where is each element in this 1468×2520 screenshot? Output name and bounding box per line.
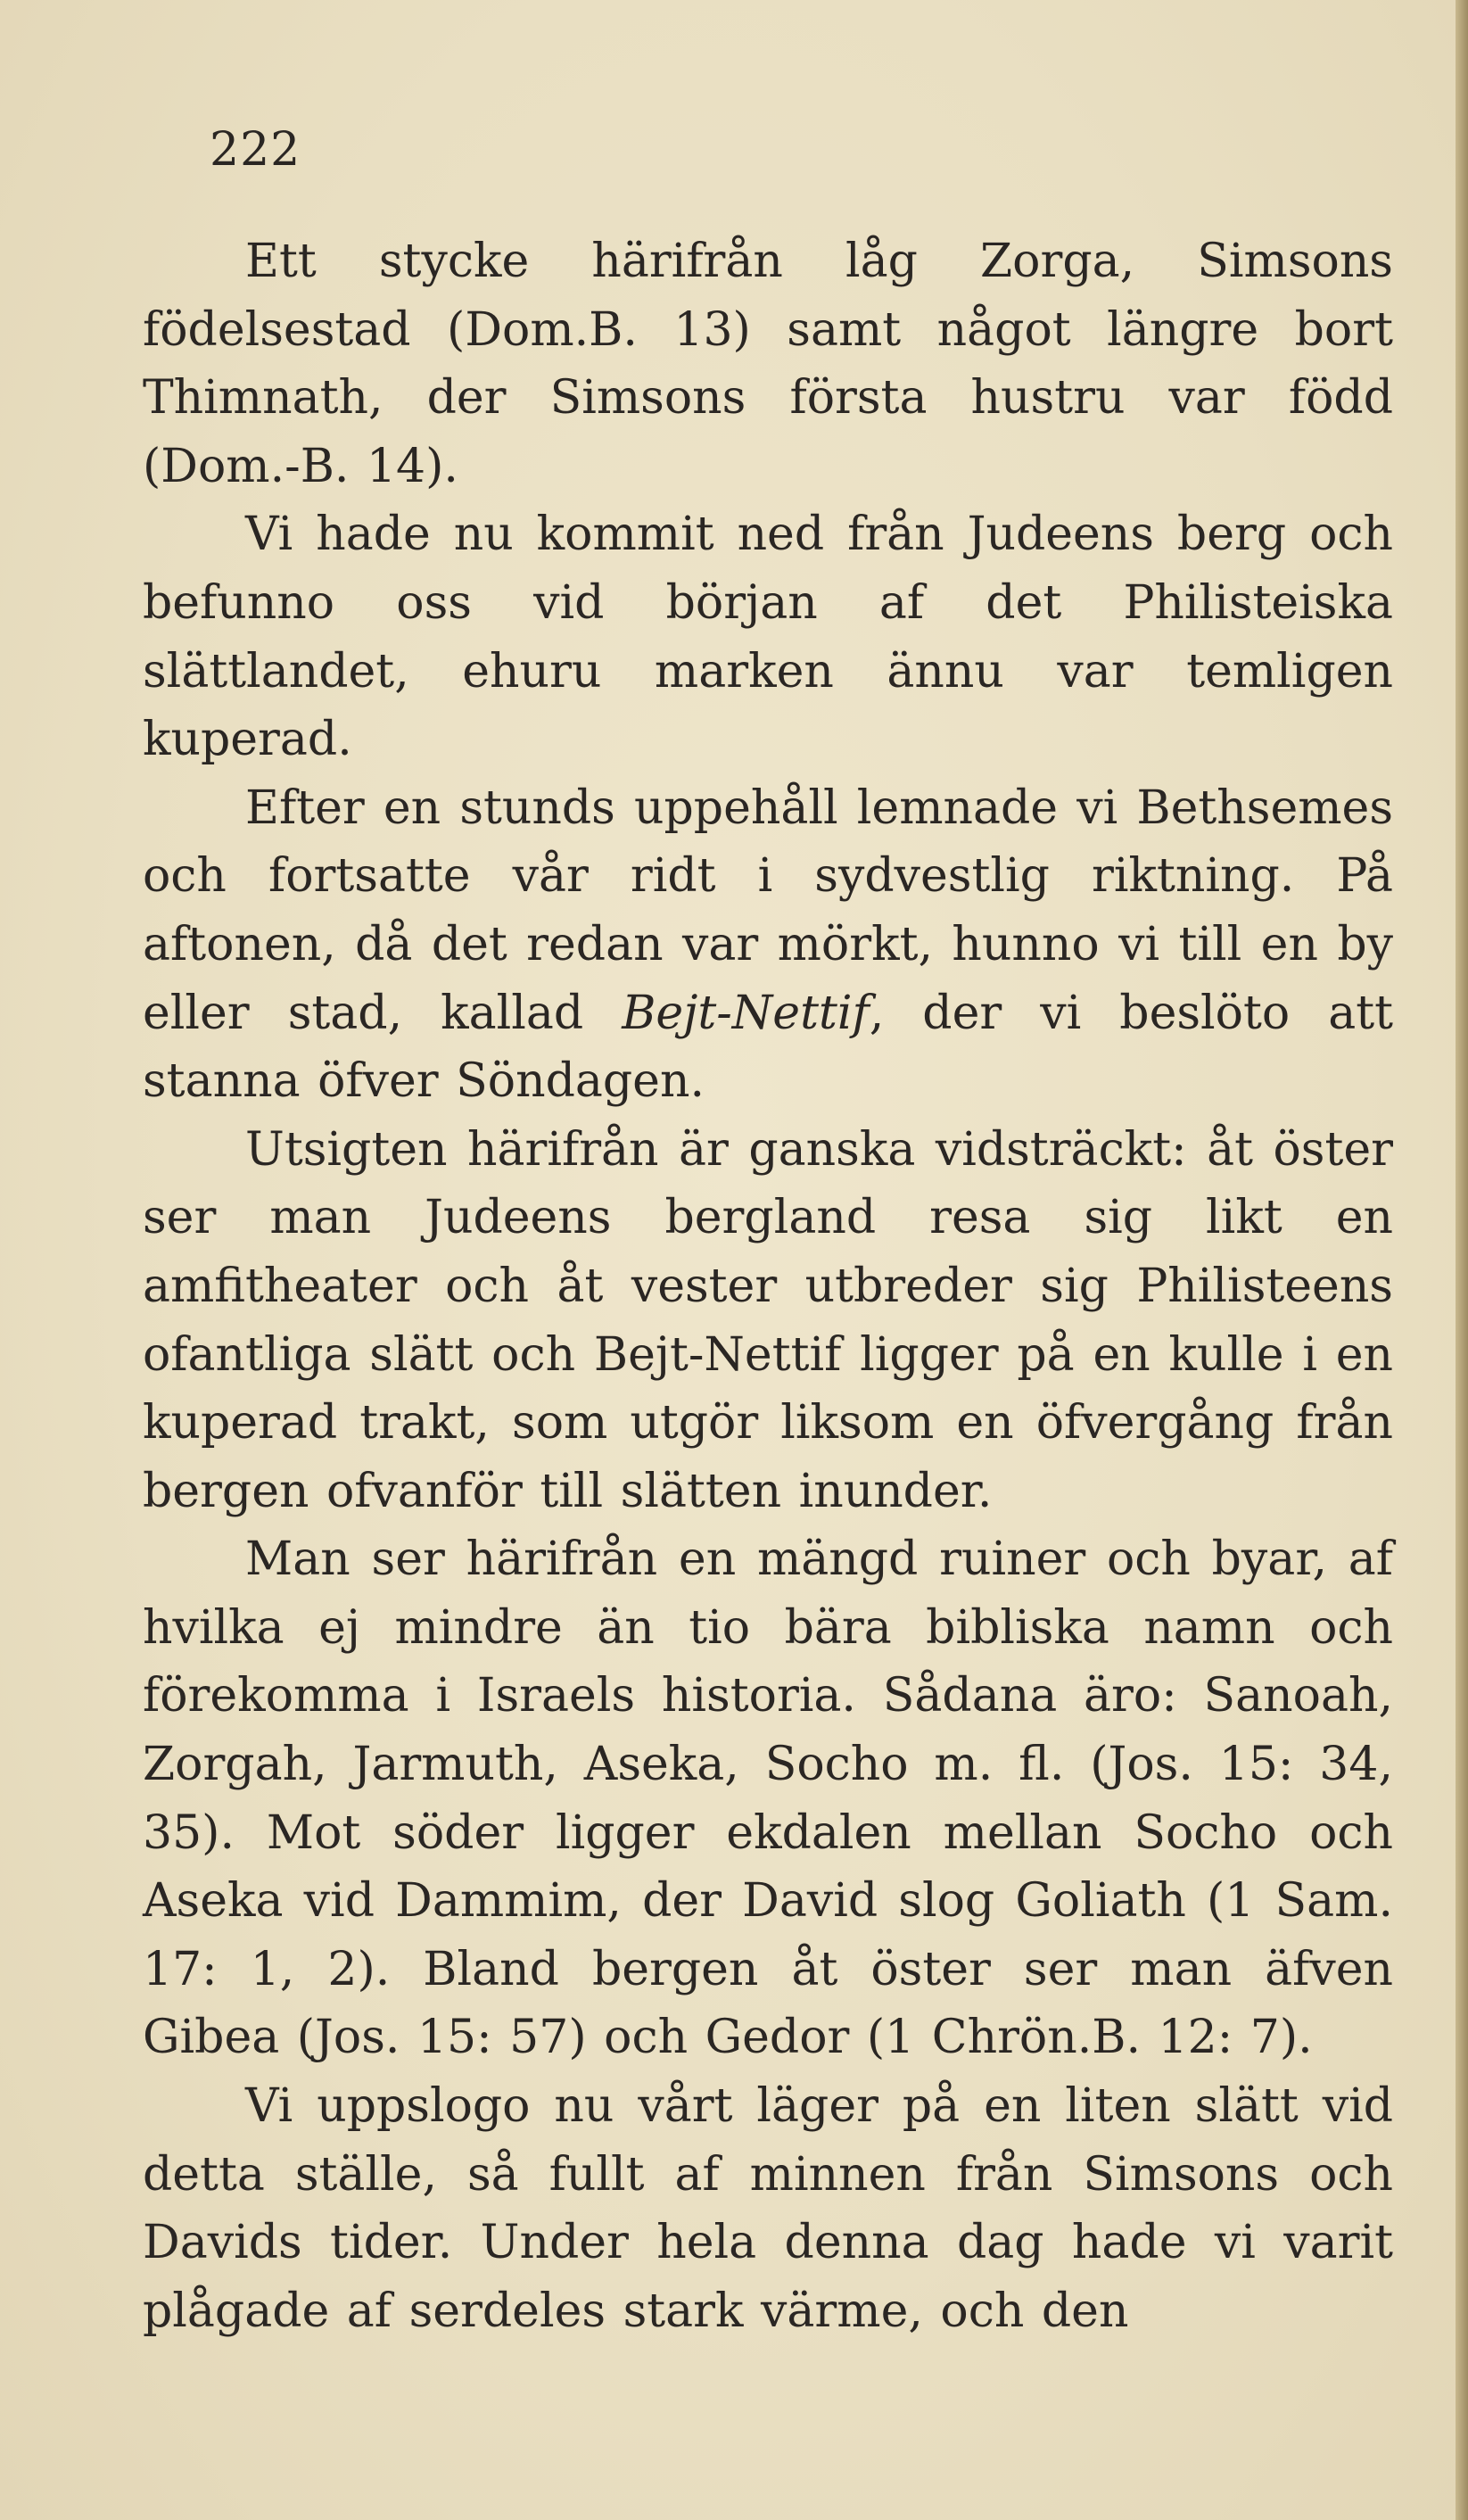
paragraph-text: Man ser härifrån en mängd ruiner och byar, af hvilka ej mindre än tio bära bibliska namn och förekomma i Israels historia. Sådana äro: Sanoah, Zorgah, Jarmuth, Aseka, Socho m. fl. (Jos. 15: 34, 35). Mot söder ligger ekdalen mellan Socho och Aseka vid Dammim, der David slog Goliath (1 Sam. 17: 1, 2). Bland bergen åt öster ser man äfven Gibea (Jos. 15: 57) och Gedor (1 Chrön.B. 12: 7).	[143, 1533, 1393, 2065]
paragraph-text: , der vi beslöto att stanna öfver Söndagen.	[143, 986, 1393, 1109]
paragraph-text: Vi hade nu kommit ned från Judeens berg och befunno oss vid början af det Philisteiska slättlandet, ehuru marken ännu var temligen kuperad.	[143, 508, 1393, 767]
paragraph	[143, 500, 1393, 773]
italic-place-name: Bejt-Nettif	[622, 986, 870, 1040]
paragraph	[143, 774, 1393, 1116]
paragraph-text: Utsigten härifrån är ganska vidsträckt: åt öster ser man Judeens bergland resa sig likt en amfitheater och åt vester utbreder sig Philisteens ofantliga slätt och Bejt-Nettif ligger på en kulle i en kuperad trakt, som utgör liksom en öfvergång från bergen ofvanför till slätten inunder.	[143, 1122, 1393, 1518]
paragraph-text: Efter en stunds uppehåll lemnade vi Bethsemes och fortsatte vår ridt i sydvestlig riktning. På aftonen, då det redan var mörkt, hunno vi till en by eller stad, kallad	[143, 781, 1393, 1040]
page-number: 222	[210, 123, 301, 177]
page-edge	[1456, 0, 1468, 2520]
paragraph-text: Vi uppslogo nu vårt läger på en liten slätt vid detta ställe, så fullt af minnen från Simsons och Davids tider. Under hela denna dag hade vi varit plågade af serdeles stark värme, och den	[143, 2079, 1393, 2338]
paragraph	[143, 2072, 1393, 2345]
paragraph-text: Ett stycke härifrån låg Zorga, Simsons födelsestad (Dom.B. 13) samt något längre bort Thimnath, der Simsons första hustru var född (Dom.-B. 14).	[143, 235, 1393, 493]
paragraph	[143, 1525, 1393, 2072]
paragraph	[143, 227, 1393, 500]
paragraph	[143, 1116, 1393, 1526]
body-text	[143, 227, 1393, 2345]
